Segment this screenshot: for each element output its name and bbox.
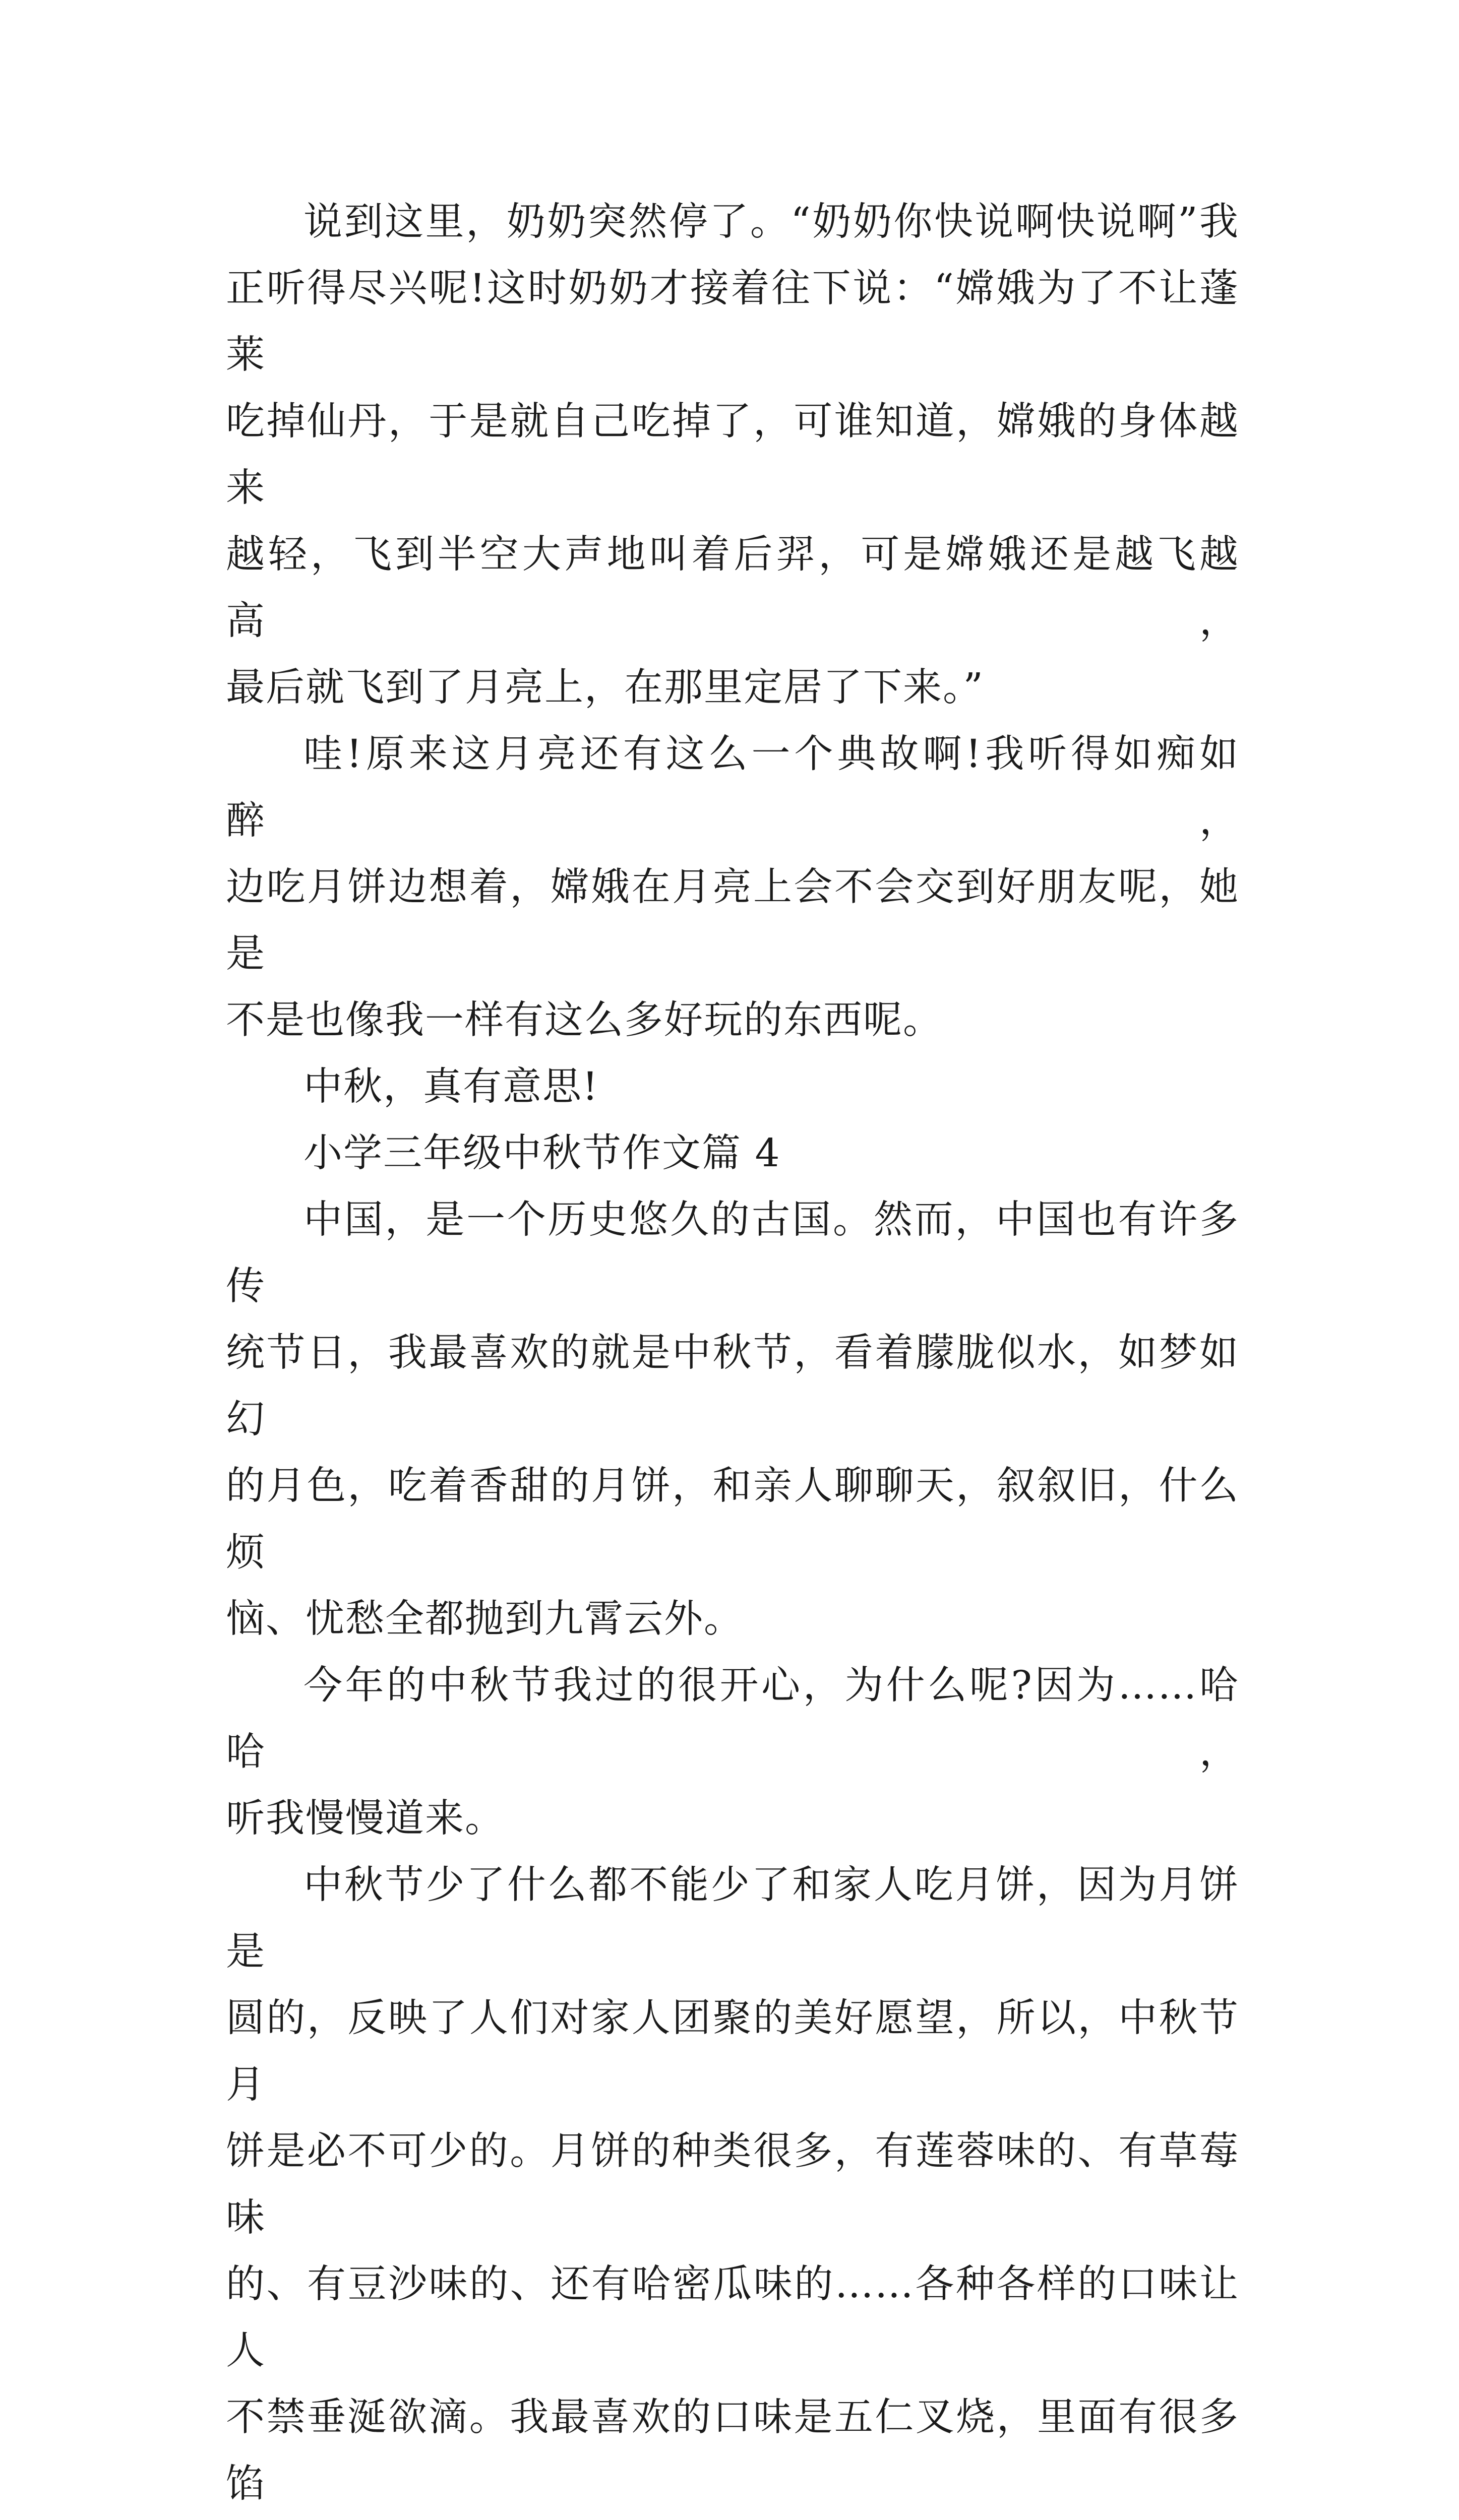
text-line: 说到这里，奶奶突然停了。“奶奶你快说啊快说啊”我: [303, 200, 1239, 244]
text-line: 听我慢慢道来。: [226, 1796, 505, 1841]
paragraph: [226, 1187, 1239, 1653]
paragraph: [226, 1653, 1239, 1852]
paragraph: [226, 721, 1239, 1054]
heading-text: 小学三年级中秋节作文篇 4: [303, 1131, 781, 1176]
text-line: 正听得尽兴呢!这时奶奶才接着往下说：“嫦娥为了不让蓬莱: [226, 266, 1239, 377]
paragraph: [226, 189, 1239, 721]
text-line: 中秋节少了什么都不能少了和家人吃月饼，因为月饼是: [226, 1863, 1239, 1974]
text-line: 不禁垂涎欲滴。我最喜欢的口味是五仁叉烧，里面有很多馅: [226, 2395, 1239, 2506]
text-line: 越轻，飞到半空大声地叫着后羿，可是嫦娥还是越飞越高，: [226, 532, 1239, 644]
text-line: 哇!原来这月亮还有这么一个典故啊!我听得如痴如醉，: [226, 732, 1239, 843]
text-line: 边吃月饼边想着，嫦娥在月亮上会不会交到好朋友呢，她是: [226, 865, 1239, 976]
text-line: 圆的，反映了人们对家人团聚的美好愿望，所以，中秋节月: [226, 1996, 1239, 2107]
text-line: 的月色，吃着香甜的月饼，和亲人聊聊天，叙叙旧，什么烦: [226, 1464, 1239, 1575]
text-line: 中秋，真有意思!: [303, 1064, 599, 1109]
text-line: 今年的中秋节我过的很开心，为什么呢?因为……哈哈，: [226, 1663, 1239, 1775]
text-line: 恼、忧愁全都抛到九霄云外。: [226, 1597, 744, 1642]
text-line: 饼是必不可少的。月饼的种类很多，有莲蓉味的、有草莓味: [226, 2129, 1239, 2240]
paragraph: [226, 1054, 1239, 1120]
text-line: 最后就飞到了月亮上，在那里定居了下来。”: [226, 665, 984, 710]
text-line: 不是也像我一样有这么多好玩的东西呢。: [226, 998, 943, 1043]
document-body: [226, 189, 1239, 2520]
text-line: [226, 2517, 1239, 2520]
section-heading: [226, 1120, 1239, 1187]
text-line: 吃掉仙丹，于是就自己吃掉了，可谁知道，嫦娥的身体越来: [226, 399, 1239, 511]
text-line: 统节日，我最喜欢的就是中秋节，看着朦胧似水，如梦如幻: [226, 1331, 1239, 1442]
text-line: 的、有豆沙味的、还有哈密瓜味的……各种各样的口味让人: [226, 2262, 1239, 2373]
text-line: 中国，是一个历史悠久的古国。然而，中国也有许多传: [226, 1198, 1239, 1309]
paragraph: [226, 1852, 1239, 2520]
